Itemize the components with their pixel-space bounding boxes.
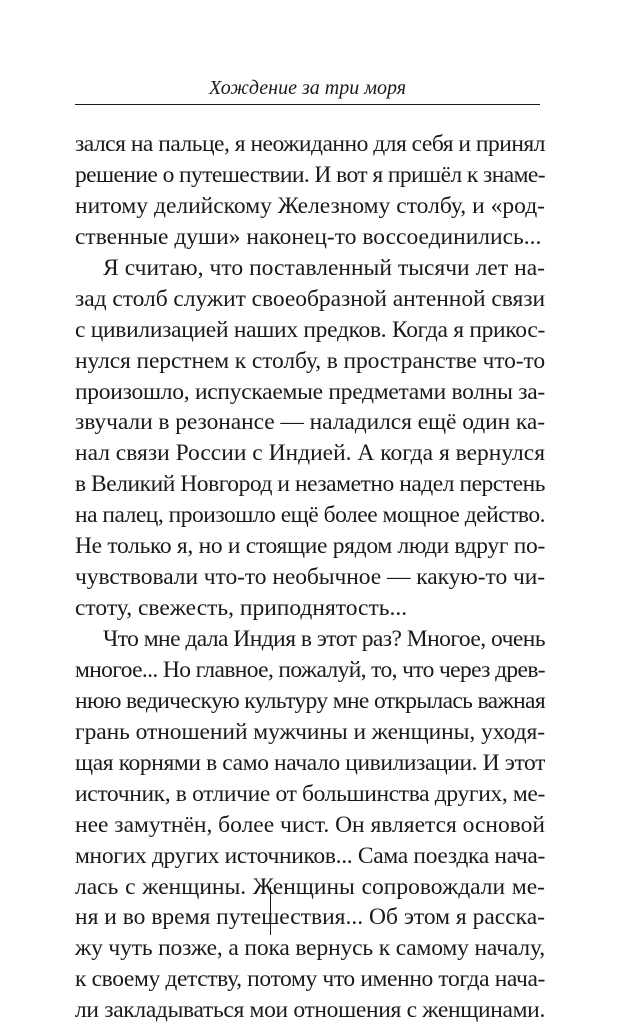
text-line: произошло, испускаемые предметами волны за- xyxy=(75,378,545,405)
text-line: в Великий Новгород и незаметно надел перстень xyxy=(75,471,545,498)
text-line: решение о путешествии. И вот я пришёл к знаме- xyxy=(75,161,546,188)
text-line: стоту, свежесть, приподнятость... xyxy=(75,595,408,622)
text-line: источник, в отличие от большинства других, ме- xyxy=(75,780,545,807)
text-line: чувствовали что-то необычное — какую-то чи- xyxy=(75,564,546,591)
paragraph xyxy=(75,129,545,253)
text-line: нулся перстнем к столбу, в пространстве что-то xyxy=(75,347,545,374)
text-line: звучали в резонансе — наладился ещё один ка- xyxy=(75,409,545,436)
folio-rule xyxy=(270,887,271,935)
text-line: зался на пальце, я неожиданно для себя и принял xyxy=(75,131,545,157)
text-line: жу чуть позже, а пока вернусь к самому началу, xyxy=(75,935,545,962)
paragraph xyxy=(75,624,545,1026)
text-line: Что мне дала Индия в этот раз? Многое, очень xyxy=(103,626,545,652)
text-line: к своему детству, потому что именно тогда нача- xyxy=(75,966,546,993)
text-line: нитому делийскому Железному столбу, и «род- xyxy=(75,192,545,219)
text-line: многое... Но главное, пожалуй, то, что через древ- xyxy=(75,656,545,683)
body-text xyxy=(75,129,545,1026)
running-head: Хождение за три моря xyxy=(208,77,406,99)
text-line: щая корнями в само начало цивилизации. И этот xyxy=(75,749,545,776)
text-line: на палец, произошло ещё более мощное действо. xyxy=(75,502,545,529)
paragraph xyxy=(75,253,545,624)
text-line: Не только я, но и стоящие рядом люди вдруг по- xyxy=(75,533,546,560)
text-line: Я считаю, что поставленный тысячи лет на- xyxy=(103,254,545,281)
text-line: многих других источников... Сама поездка нача- xyxy=(75,842,546,869)
text-line: ли закладываться мои отношения с женщинами. xyxy=(75,997,546,1024)
text-line: грань отношений мужчины и женщины, уходя- xyxy=(75,718,545,745)
text-line: нюю ведическую культуру мне открылась важная xyxy=(75,687,545,714)
text-line: ня и во время путешествия... Об этом я расска- xyxy=(75,904,545,931)
text-line: нее замутнён, более чист. Он является основой xyxy=(75,811,545,838)
text-line: зад столб служит своеобразной антенной связи xyxy=(75,285,546,312)
text-line: нал связи России с Индией. А когда я вернулся xyxy=(75,440,546,467)
text-line: лась с женщины. Женщины сопровождали ме- xyxy=(75,873,545,900)
text-line: с цивилизацией наших предков. Когда я прикос- xyxy=(75,316,545,343)
text-line: ственные души» наконец-то воссоединились... xyxy=(75,223,542,250)
running-head-rule xyxy=(75,104,540,105)
